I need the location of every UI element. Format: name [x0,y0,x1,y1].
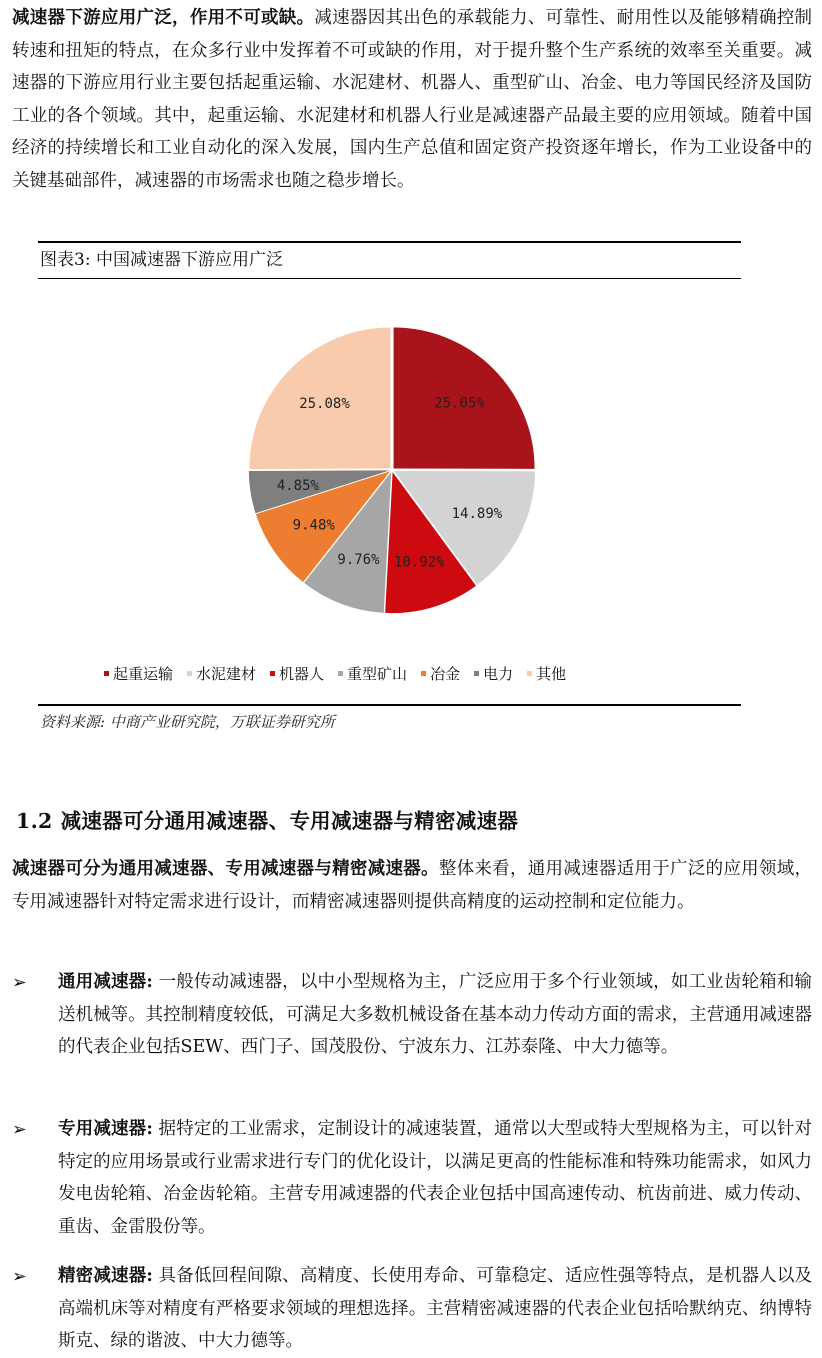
legend-swatch [527,671,532,676]
summary-paragraph [12,853,812,918]
intro-text: 减速器因其出色的承载能力、可靠性、耐用性以及能够精确控制转速和扭矩的特点，在众多行业中发挥着不可或缺的作用，对于提升整个生产系统的效率至关重要。减速器的下游应用行业主要包括起重运输、水泥建材、机器人、重型矿山、冶金、电力等国民经济及国防工业的各个领域。其中，起重运输、水泥建材和机器人行业是减速器产品最主要的应用领域。随着中国经济的持续增长和工业自动化的深入发展，国内生产总值和固定资产投资逐年增长，作为工业设备中的关键基础部件，减速器的市场需求也随之稳步增长。 [12,8,813,191]
bullet-arrow-icon: ➢ [12,1267,27,1287]
slice-label-metallurgy: 9.48% [292,517,335,534]
bullet-item-precision [58,1260,812,1358]
legend-item-heavy-mining [338,663,407,684]
legend-label: 其他 [536,665,567,683]
caption-rule [38,278,741,279]
section-heading [16,804,518,834]
slice-label-lifting-transport: 25.05% [434,395,485,412]
intro-paragraph [12,2,812,197]
slice-label-robot: 10.92% [393,554,445,571]
slice-label-cement-building: 14.89% [451,506,503,523]
pie-chart [38,285,741,655]
legend-swatch [270,671,275,676]
legend-label: 机器人 [279,665,325,683]
figure-source: 资料来源: 中商产业研究院，万联证券研究所 [40,713,335,731]
legend-item-power [474,663,513,684]
legend-item-other [527,663,566,684]
legend-item-metallurgy [421,663,460,684]
bullet-item-special [58,1113,812,1243]
legend-swatch [338,671,343,676]
chart-legend [104,663,566,684]
legend-item-cement-building [187,663,256,684]
section-title: 减速器可分通用减速器、专用减速器与精密减速器 [60,809,519,833]
slice-label-heavy-mining: 9.76% [337,552,380,569]
legend-label: 电力 [483,665,514,683]
legend-label: 水泥建材 [196,665,257,683]
summary-text: 整体来看，通用减速器适用于广泛的应用领域，专用减速器针对特定需求进行设计，而精密减速器则提供高精度的运动控制和定位能力。 [12,859,813,912]
bullet-arrow-icon: ➢ [12,1120,27,1140]
legend-swatch [104,671,109,676]
legend-label: 起重运输 [113,665,174,683]
legend-swatch [474,671,479,676]
slice-label-other: 25.08% [299,395,350,412]
bullet-item-general [58,966,812,1064]
slice-label-power: 4.85% [276,477,319,494]
legend-item-lifting-transport [104,663,173,684]
summary-lead: 减速器可分为通用减速器、专用减速器与精密减速器。 [12,859,439,879]
section-number: 1.2 [16,809,53,833]
bullet-arrow-icon: ➢ [12,973,27,993]
bullet-lead: 精密减速器: [58,1266,153,1286]
bullet-lead: 通用减速器: [58,972,153,992]
bullet-lead: 专用减速器: [58,1119,153,1139]
bullet-text: 一般传动减速器，以中小型规格为主，广泛应用于多个行业领域，如工业齿轮箱和输送机械等。其控制精度较低，可满足大多数机械设备在基本动力传动方面的需求，主营通用减速器的代表企业包括SEW、西门子、国茂股份、宁波东力、江苏泰隆、中大力德等。 [58,972,812,1057]
figure-caption: 图表3: 中国减速器下游应用广泛 [40,250,283,270]
legend-label: 冶金 [430,665,461,683]
legend-item-robot [270,663,324,684]
legend-swatch [187,671,192,676]
figure-bottom-rule [38,704,741,706]
legend-swatch [421,671,426,676]
legend-label: 重型矿山 [347,665,408,683]
intro-lead: 减速器下游应用广泛，作用不可或缺。 [12,8,315,28]
bullet-text: 具备低回程间隙、高精度、长使用寿命、可靠稳定、适应性强等特点，是机器人以及高端机床等对精度有严格要求领域的理想选择。主营精密减速器的代表企业包括哈默纳克、纳博特斯克、绿的谐波、中大力德等。 [58,1266,812,1351]
bullet-text: 据特定的工业需求，定制设计的减速装置，通常以大型或特大型规格为主，可以针对特定的应用场景或行业需求进行专门的优化设计，以满足更高的性能标准和特殊功能需求，如风力发电齿轮箱、冶金齿轮箱。主营专用减速器的代表企业包括中国高速传动、杭齿前进、威力传动、重齿、金雷股份等。 [58,1119,812,1237]
figure-top-rule [38,241,741,243]
